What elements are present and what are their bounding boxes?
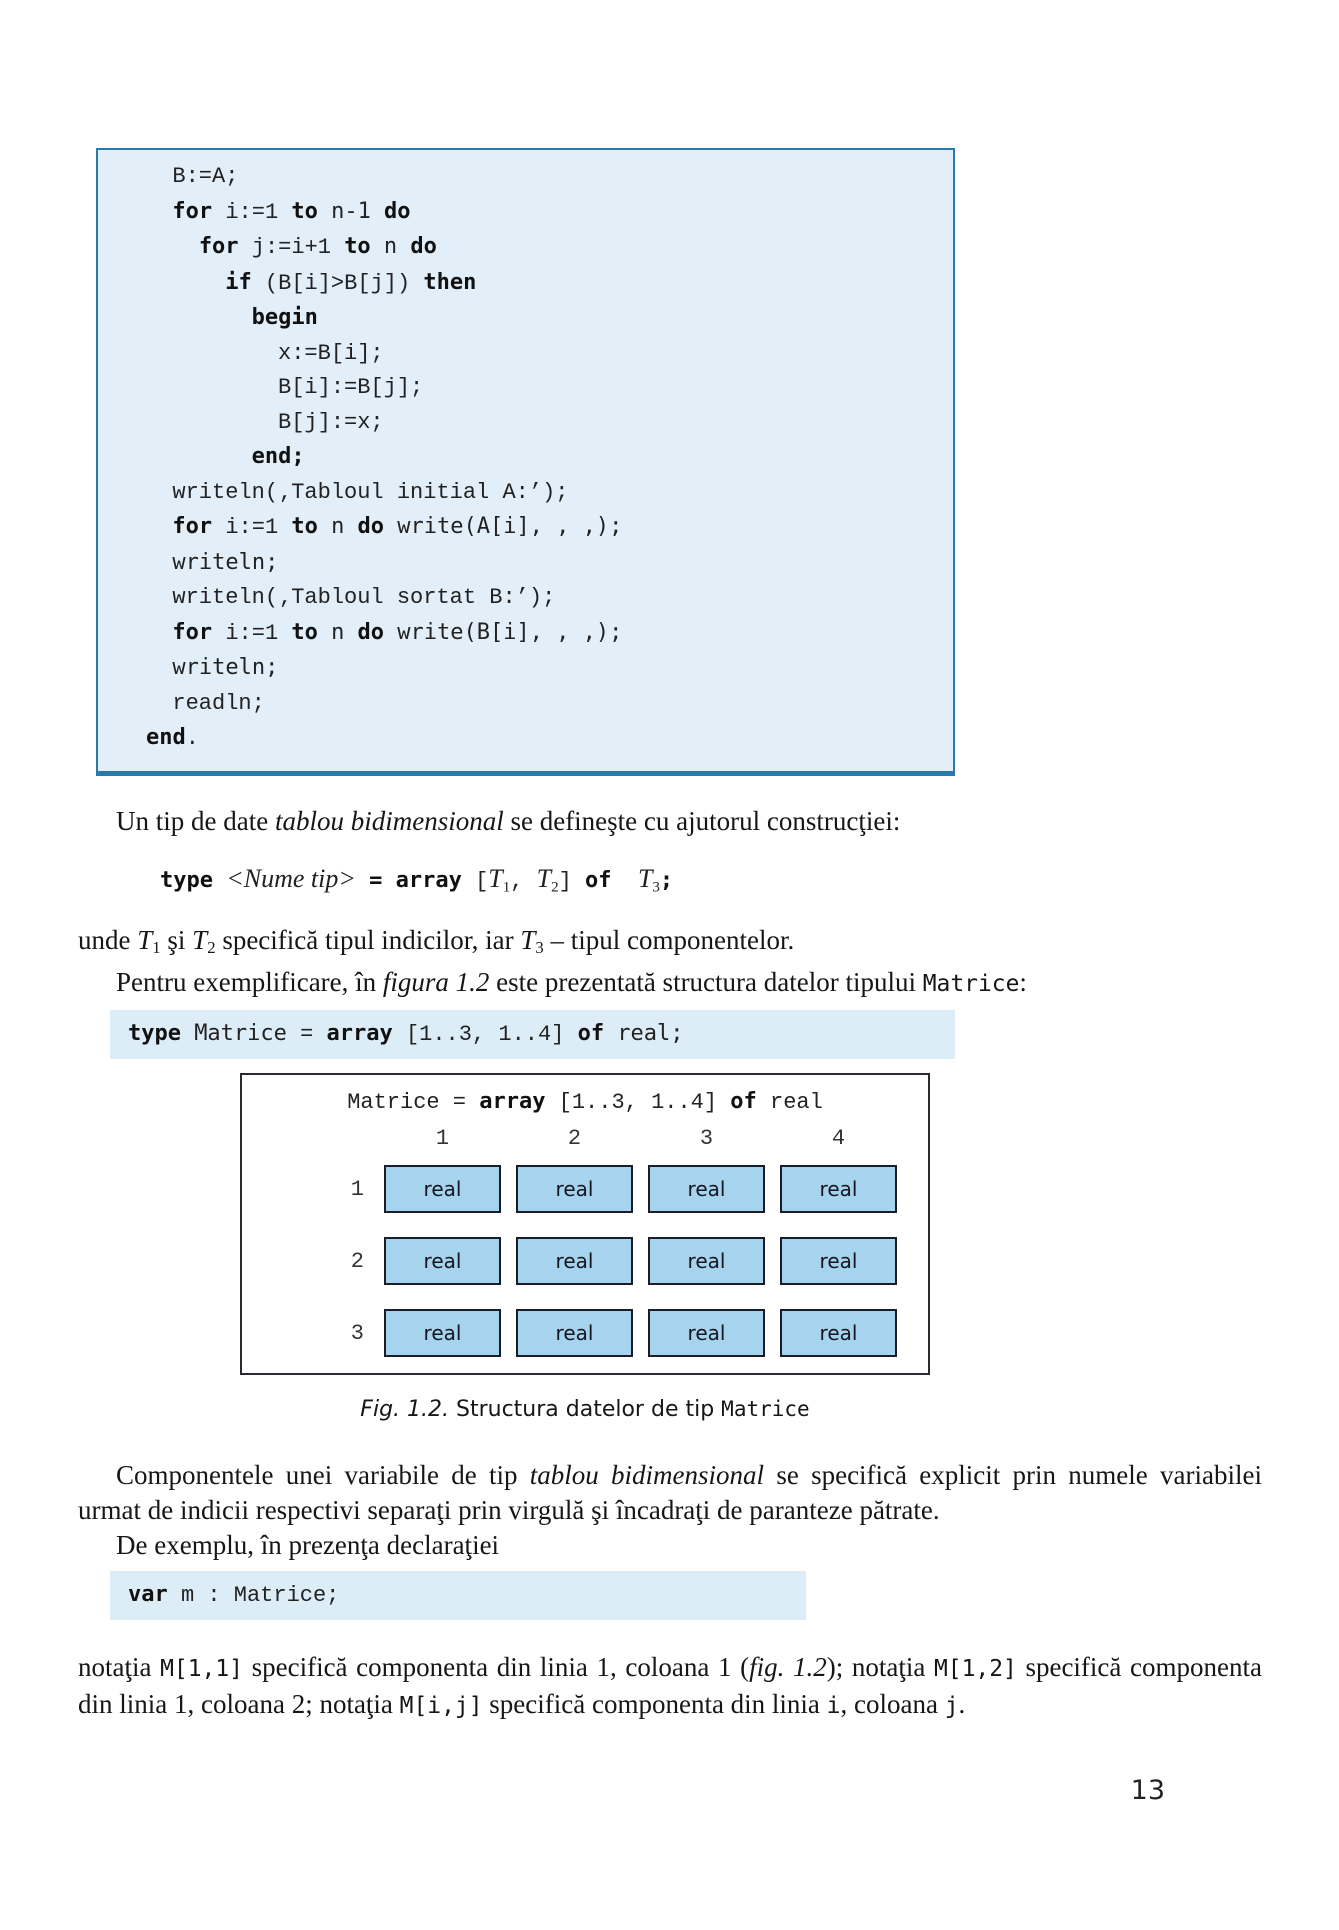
code-line: begin [251,305,318,330]
code-line: writeln; [172,549,279,575]
column-label: 3 [699,1126,714,1152]
paragraph-exemplu: De exemplu, în prezenţa declaraţiei [116,1530,500,1561]
row-label: 2 [350,1248,364,1274]
type-declaration-highlight: type Matrice = array [1..3, 1..4] of real; [110,1010,955,1059]
code-line: x:=B[i]; [146,340,384,366]
page-number: 13 [1130,1775,1165,1806]
code-line: B[i]:=B[j]; [146,375,424,400]
paragraph-componente: Componentele unei variabile de tip tablou bidimensional se specifică explicit prin numele variabilei urmat de indicii respectivi separaţi prin virgulă şi încadraţi de paranteze pătrate. [78,1460,1263,1526]
code-line: if (B[i]>B[j]) then [225,269,477,296]
pascal-code-block [96,148,955,776]
matrix-row [242,1165,928,1213]
matrix-cell: real [516,1309,633,1357]
code-line: writeln(‚Tabloul sortat B:’); [146,585,556,610]
matrix-row [242,1237,928,1285]
matrix-row [242,1309,928,1357]
column-label: 4 [831,1126,846,1152]
matrix-grid [242,1126,928,1357]
code-line: B[j]:=x; [146,409,384,435]
code-line: for j:=i+1 to n do [198,234,437,260]
code-line: B:=A; [146,164,239,189]
figure-caption: Fig. 1.2. Structura datelor de tip Matrice [360,1397,810,1423]
matrix-cell: real [780,1165,897,1213]
matrix-cell: real [516,1237,633,1285]
paragraph-unde: unde T1 şi T2 specifică tipul indicilor, iar T3 – tipul componentelor. [78,925,795,958]
code-line: end; [251,444,305,469]
matrix-cell: real [780,1237,897,1285]
matrix-cell: real [384,1165,501,1213]
figure-box [240,1073,930,1375]
matrix-cell: real [648,1309,765,1357]
figure-header: Matrice = array [1..3, 1..4] of real [347,1089,823,1116]
column-label: 1 [435,1126,450,1152]
matrix-cell: real [384,1309,501,1357]
code-line: readln; [146,690,265,716]
code-line: for i:=1 to n-1 do [172,198,411,225]
code-line: for i:=1 to n do write(A[i], , ,); [172,514,623,540]
type-construction-line: type <Nume tip> = array [$T_1$, $T_2$] of $T_3$; [160,863,674,895]
matrix-cell: real [516,1165,633,1213]
column-label-row [242,1126,928,1151]
matrix-cell: real [648,1165,765,1213]
row-label: 1 [350,1176,364,1202]
code-line: for i:=1 to n do write(B[i], , ,); [172,619,623,646]
figure-1-2 [240,1073,930,1422]
matrix-cell: real [384,1237,501,1285]
code-line: end. [146,725,199,751]
var-declaration-highlight: var m : Matrice; [110,1571,806,1620]
column-label: 2 [567,1126,582,1152]
matrix-cell: real [780,1309,897,1357]
paragraph-pentru: Pentru exemplificare, în figura 1.2 este prezentată structura datelor tipului Matrice: [116,967,1027,998]
matrix-cell: real [648,1237,765,1285]
code-line: writeln; [172,655,279,680]
paragraph-notatia: notaţia M[1,1] specifică componenta din linia 1, coloana 1 (fig. 1.2); notaţia M[1,2] specifică componenta din linia 1, coloana 2; notaţia M[i,j] specifică componenta din linia i, coloana j. [78,1652,1262,1720]
code-line: writeln(‚Tabloul initial A:’); [146,479,569,505]
row-label: 3 [350,1320,364,1346]
paragraph-intro: Un tip de date tablou bidimensional se defineşte cu ajutorul construcţiei: [116,805,901,836]
